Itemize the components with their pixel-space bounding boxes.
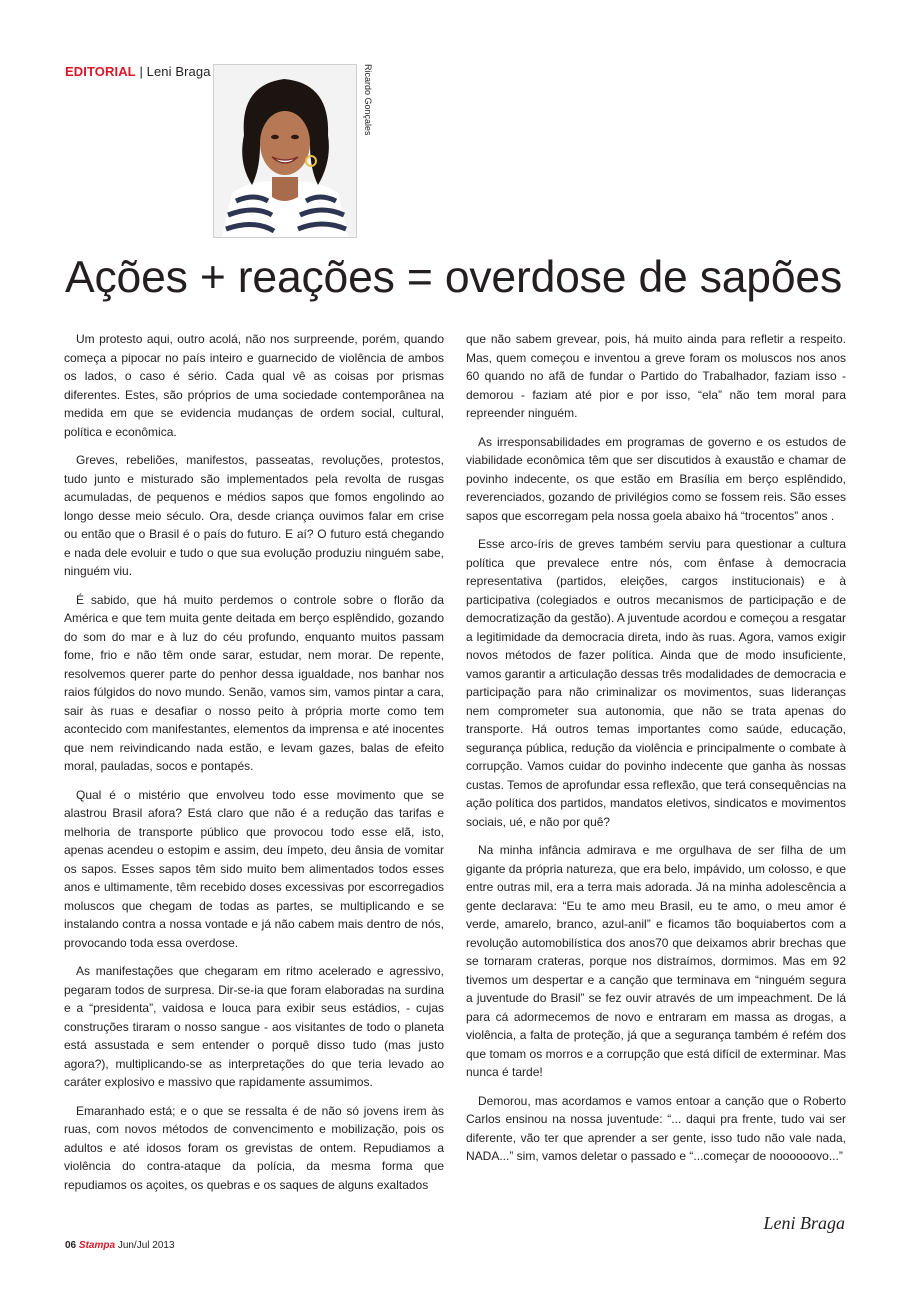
paragraph: É sabido, que há muito perdemos o controle sobre o florão da América e que tem muita gente deitada em berço esplêndido, gozando do som do mar e à luz do céu profundo, enquanto muitos passam fome, frio e não têm onde sarar, estudar, nem morar. De repente, resolvemos querer parte do penhor dessa igualdade, nos banhar nos raios fúlgidos do novo mundo. Senão, vamos sim, vamos pintar a cara, sair às ruas e desafiar o nosso peito à própria morte como tem acontecido com manifestantes, elementos da imprensa e até inocentes que nem reivindicando nada estão, e levam gazes, balas de efeito moral, pauladas, socos e pontapés. [64, 592, 444, 773]
paragraph: Greves, rebeliões, manifestos, passeatas, revoluções, protestos, tudo junto e misturado são implementados pela revolta de rusgas acumuladas, de pequenos e médios sapos que fomos engolindo ao longo desse meio século. Ora, desde criança ouvimos falar em crise ou então que o Brasil é o país do futuro. E aí? O futuro está chegando e nada dele evoluir e tudo o que sua evolução produziu ninguém sabe, ninguém viu. [64, 453, 444, 578]
author-portrait-image [214, 65, 356, 237]
paragraph: Na minha infância admirava e me orgulhava de ser filha de um gigante da própria natureza, que era belo, impávido, um colosso, e que entre outras mil, era a terra mais adorada. Já na minha adolescência a gente declarava: “Eu te amo meu Brasil, eu te amo, o meu amor é verde, amarelo, branco, azul-anil” e ficamos tão boquiabertos com a revolução automobilística dos anos70 que deixamos abrir brechas que se tornaram crateras, porque nos distraímos, dormimos. Mas em 92 tivemos um despertar e a canção que terminava em “ninguém segura a juventude do Brasil” se fez ouvir através de um impeachment. De lá para cá adormecemos de novo e entraram em massa as drogas, a violência, a falta de proteção, já que a segurança também é refém dos que tomam os morros e a corrupção que está difícil de exterminar. Mas nunca é tarde! [466, 843, 846, 1079]
author-signature: Leni Braga [763, 1213, 845, 1233]
article-title: Ações + reações = overdose de sapões [65, 253, 843, 302]
paragraph: Qual é o mistério que envolveu todo esse movimento que se alastrou Brasil afora? Está claro que não é a redução das tarifas e melhoria de transporte público que provocou todo esse elã, isto, apenas acendeu o estopim e assim, deu ímpeto, deu ânsia de vomitar os sapos. Esses sapos têm sido muito bem alimentados todos esses anos e ultimamente, têm recebido doses excessivas por escorregadios moluscos que chegam de todas as partes, se multiplicando e se instalando contra a nossa vontade e já não cabem mais dentro de nós, provocando toda essa overdose. [64, 787, 444, 950]
photo-credit [360, 64, 374, 236]
photo-credit-text: Ricardo Gonçales [363, 64, 373, 136]
magazine-name: Stampa [78, 1240, 116, 1251]
paragraph: As manifestações que chegaram em ritmo acelerado e agressivo, pegaram todos de surpresa. Dir-se-ia que foram elaboradas na surdina e a “presidenta”, vaidosa e louca para exibir seus estádios, - cujas construções tiraram o nosso sangue - aos visitantes de todo o planeta está assustada e sem entender o porquê disso tudo (mas justo agora?), multiplicando-se as interpretações do que teria levado ao caráter explosivo e massivo que rapidamente assumimos. [64, 964, 444, 1089]
paragraph: que não sabem grevear, pois, há muito ainda para refletir a respeito. Mas, quem começou e inventou a greve foram os moluscos nos anos 60 quando no afã de fundar o Partido do Trabalhador, faziam isso - demorou - faziam até pior e por isso, “ela” não tem moral para repreender ninguém. [466, 332, 846, 420]
page-number: 06 [65, 1240, 77, 1251]
header-author: Leni Braga [146, 64, 211, 79]
paragraph: Emaranhado está; e o que se ressalta é de não só jovens irem às ruas, com novos métodos de convencimento e mobilização, pois os adultos e até idosos foram os grevistas de ontem. Repudiamos a violência do contra-ataque da polícia, da mesma forma que repudiamos os açoites, os quebras e os saques de alguns exaltados [64, 1103, 444, 1192]
section-header [65, 64, 211, 79]
left-column [64, 330, 444, 1204]
paragraph: Esse arco-íris de greves também serviu para questionar a cultura política que prevalece entre nós, com ênfase à democracia representativa (partidos, eleições, cargos institucionais) e à participativa (colegiados e outros mecanismos de participação e de democratização da gestão). A juventude acordou e começou a resgatar a legitimidade da democracia direta, indo às ruas. Agora, vamos exigir novos métodos de fazer política. Ainda que de modo insuficiente, vamos garantir a articulação dessas três modalidades de democracia e participação para não criminalizar os movimentos, suas lideranças nem comprometer sua autonomia, que não se trata apenas do transporte. Há outros temas importantes como saúde, educação, segurança pública, redução da violência e principalmente o combate à corrupção. Vamos cuidar do povinho indecente que ganha às nossas custas. Temos de aprofundar essa reflexão, que terá consequências na ação política dos partidos, mandatos eletivos, sindicatos e movimentos sociais, ué, e não por quê? [466, 537, 847, 829]
section-label: EDITORIAL [65, 64, 136, 79]
issue-date: Jun/Jul 2013 [117, 1240, 175, 1251]
paragraph: Um protesto aqui, outro acolá, não nos surpreende, porém, quando começa a pipocar no país inteiro e guarnecido de violência de ambos os lados, o caso é sério. Cada qual vê as coisas por prismas diferentes. Estes, são próprios de uma sociedade contemporânea na medida em que se evidencia mudanças de ordem social, cultural, política e econômica. [64, 332, 444, 439]
paragraph: As irresponsabilidades em programas de governo e os estudos de viabilidade econômica têm que ser discutidos à exaustão e chamar de povinho indecente, os que estão em Brasília em berço esplêndido, reverenciados, gozando de privilégios como se fossem reis. São esses sapos que escorregam pela nossa goela abaixo há “trocentos” anos . [466, 434, 846, 523]
paragraph: Demorou, mas acordamos e vamos entoar a canção que o Roberto Carlos ensinou na nossa juventude: “... daqui pra frente, tudo vai ser diferente, vão ter que aprender a ser gente, isso tudo não vale nada, NADA...” sim, vamos deletar o passado e “...começar de noooooovo...” [466, 1093, 846, 1163]
author-photo [213, 64, 357, 238]
header-separator: | [139, 64, 143, 79]
page-footer [65, 1240, 175, 1251]
right-column [466, 330, 846, 1176]
